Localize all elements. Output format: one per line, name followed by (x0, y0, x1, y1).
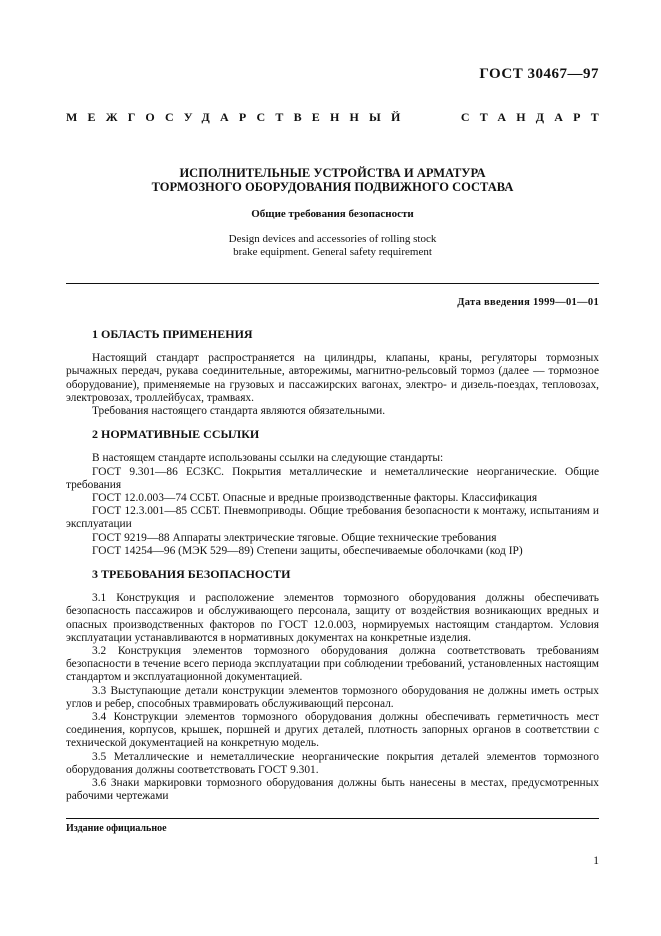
normative-reference: ГОСТ 12.0.003—74 ССБТ. Опасные и вредные производственные факторы. Классификация (92, 492, 538, 505)
normative-reference: ГОСТ 14254—96 (МЭК 529—89) Степени защиты, обеспечиваемые оболочками (код IP) (92, 544, 523, 557)
gost-number: ГОСТ 30467—97 (479, 66, 599, 82)
section-2-intro: В настоящем стандарте использованы ссылки на следующие стандарты: (92, 452, 444, 465)
normative-reference: ГОСТ 9.301—86 ЕСЗКС. Покрытия металлические и неметаллические неорганические. Общие требования (66, 465, 599, 491)
interstate-label: МЕЖГОСУДАРСТВЕННЫЙ (66, 110, 411, 124)
subtitle-en-line-1: Design devices and accessories of rolling stock (228, 233, 437, 245)
section-3-heading: 3 ТРЕБОВАНИЯ БЕЗОПАСНОСТИ (92, 567, 291, 582)
standard-label: СТАНДАРТ (460, 110, 609, 124)
section-1-heading: 1 ОБЛАСТЬ ПРИМЕНЕНИЯ (92, 327, 253, 341)
introduction-date: Дата введения 1999—01—01 (457, 297, 599, 308)
title-divider (66, 283, 599, 284)
section-2-heading: 2 НОРМАТИВНЫЕ ССЫЛКИ (92, 427, 260, 442)
section-1-paragraph: Требования настоящего стандарта являются обязательными. (92, 405, 386, 418)
requirement-item: 3.1 Конструкция и расположение элементов тормозного оборудования должны обеспечивать безопасность пассажиров и обслуживающего персонала, защиту от воздействия возникающих вредных и опасных производственных факторов по ГОСТ 12.0.003, нормируемых настоящим стандартом. Условия эксплуатации устанавливаются в нормативных документах на конкретные изделия. (66, 592, 599, 644)
footer-divider (66, 818, 599, 819)
requirement-item: 3.2 Конструкция элементов тормозного оборудования должна соответствовать требованиям безопасности в течение всего периода эксплуатации при соблюдении требований, установленных настоящим стандартом и эксплуатационной документацией. (66, 645, 599, 684)
subtitle-ru: Общие требования безопасности (251, 208, 414, 220)
section-1-paragraph: Настоящий стандарт распространяется на цилиндры, клапаны, краны, регуляторы тормозных рычажных передач, рукава соединительные, авторежимы, магнитно-рельсовый тормоз (далее — тормозное оборудование), применяемые на грузовых и пассажирских вагонах, электро- и дизель-поездах, тепловозах, электровозах, троллейбусах, трамваях. (66, 352, 599, 404)
standard-type-header (66, 110, 609, 126)
page-number: 1 (593, 855, 599, 867)
document-body (66, 318, 599, 804)
requirement-item: 3.4 Конструкции элементов тормозного оборудования должны обеспечивать герметичность мест соединения, корпусов, крышек, поршней и других деталей, плотность запорных органов в соответствии с технической документацией на конкретную модель. (66, 711, 599, 750)
requirement-item: 3.6 Знаки маркировки тормозного оборудования должны быть нанесены в местах, предусмотренных рабочими чертежами (66, 777, 599, 803)
requirement-item: 3.3 Выступающие детали конструкции элементов тормозного оборудования не должны иметь острых углов и ребер, способных травмировать обслуживающий персонал. (66, 684, 599, 710)
edition-label: Издание официальное (66, 823, 167, 834)
document-title-block (66, 166, 599, 259)
subtitle-en (66, 233, 599, 259)
subtitle-en-line-2: brake equipment. General safety requirement (233, 246, 432, 258)
title-line-2: ТОРМОЗНОГО ОБОРУДОВАНИЯ ПОДВИЖНОГО СОСТАВА (151, 180, 514, 194)
requirement-item: 3.5 Металлические и неметаллические неорганические покрытия деталей элементов тормозного оборудования должны соответствовать ГОСТ 9.301. (66, 750, 599, 776)
normative-reference: ГОСТ 9219—88 Аппараты электрические тяговые. Общие технические требования (92, 531, 497, 544)
normative-reference: ГОСТ 12.3.001—85 ССБТ. Пневмоприводы. Общие требования безопасности к монтажу, испытаниям и эксплуатации (66, 505, 599, 531)
title-line-1: ИСПОЛНИТЕЛЬНЫЕ УСТРОЙСТВА И АРМАТУРА (179, 166, 486, 180)
